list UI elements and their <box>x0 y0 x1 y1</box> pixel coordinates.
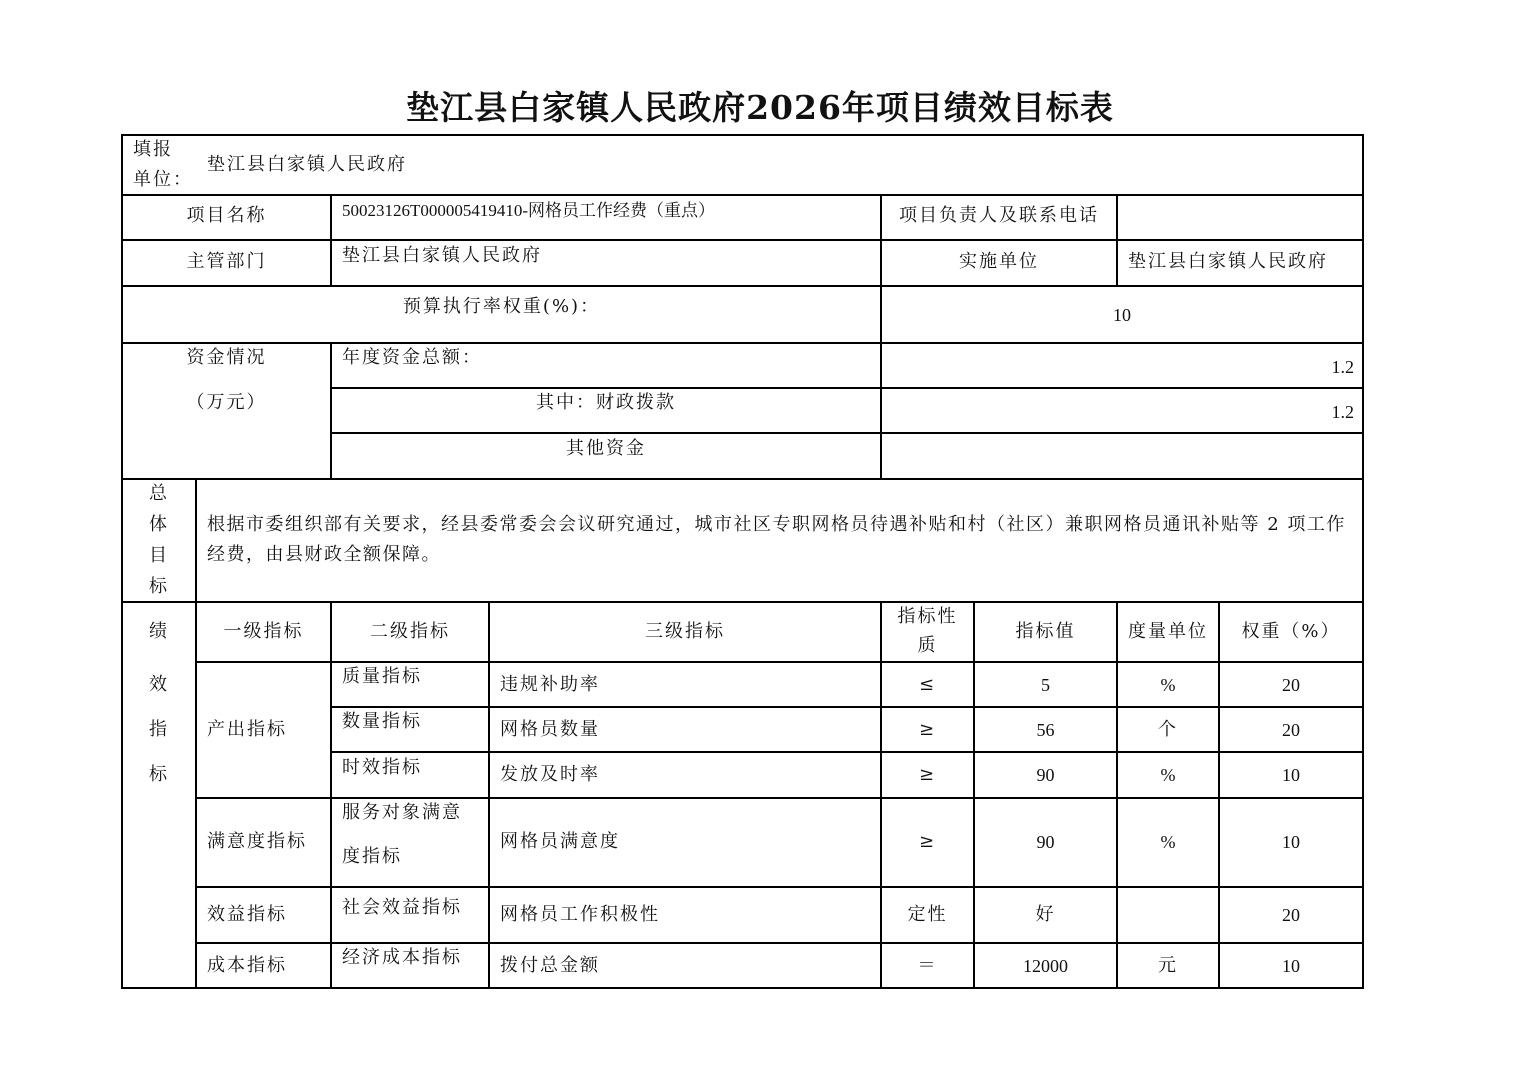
indicators-label-char: 指 <box>149 719 169 740</box>
nature-cell: ＝ <box>917 955 938 976</box>
header-weight: 权重（%） <box>1241 621 1341 642</box>
value-cell: 好 <box>1035 904 1056 925</box>
level3-cell: 发放及时率 <box>500 764 600 785</box>
goal-label-char: 体 <box>149 514 169 535</box>
col-divider <box>330 601 332 988</box>
weight-cell: 20 <box>1282 675 1300 695</box>
budget-weight-value: 10 <box>1113 305 1131 325</box>
table-border-top <box>121 134 1364 136</box>
col-divider <box>330 194 332 286</box>
header-nature: 指标性 <box>897 606 958 627</box>
row-divider <box>195 942 1363 944</box>
col-divider <box>880 601 882 988</box>
group-output: 产出指标 <box>207 719 287 740</box>
level2-cell: 社会效益指标 <box>342 897 462 918</box>
row-divider <box>195 661 1363 663</box>
row-divider <box>121 285 1364 287</box>
level3-cell: 网格员满意度 <box>500 831 620 852</box>
impl-label: 实施单位 <box>959 251 1039 272</box>
header-level3: 三级指标 <box>645 621 725 642</box>
funds-label: 资金情况 <box>186 347 267 368</box>
level3-cell: 拨付总金额 <box>500 955 600 976</box>
level2-cell: 度指标 <box>342 846 402 867</box>
project-name-value: 50023126T000005419410-网格员工作经费（重点） <box>342 201 716 220</box>
unit-cell: % <box>1160 765 1176 785</box>
group-benefit: 效益指标 <box>207 904 287 925</box>
row-divider <box>195 886 1363 888</box>
dept-label: 主管部门 <box>186 251 267 272</box>
unit-cell: 个 <box>1158 719 1178 740</box>
header-level1: 一级指标 <box>223 621 304 642</box>
row-divider <box>195 797 1363 799</box>
header-value: 指标值 <box>1015 621 1076 642</box>
col-divider <box>1116 601 1118 988</box>
row-divider <box>121 194 1364 196</box>
impl-value: 垫江县白家镇人民政府 <box>1128 251 1328 272</box>
goal-text: 根据市委组织部有关要求，经县委常委会会议研究通过，城市社区专职网格员待遇补贴和村（社区）兼职网格员通讯补贴等 2 项工作 <box>207 514 1346 535</box>
unit-cell: % <box>1160 675 1176 695</box>
row-divider <box>121 478 1364 480</box>
group-satisfaction: 满意度指标 <box>207 831 307 852</box>
row-divider <box>330 432 1363 434</box>
unit-cell: 元 <box>1158 955 1178 976</box>
fiscal-funds-value: 1.2 <box>1331 402 1354 422</box>
header-nature: 质 <box>917 635 938 656</box>
unit-cell: % <box>1160 832 1176 852</box>
value-cell: 56 <box>1036 720 1055 740</box>
level2-cell: 服务对象满意 <box>342 802 462 823</box>
fiscal-funds-label: 其中：财政拨款 <box>536 392 676 413</box>
nature-cell: ≤ <box>918 674 937 695</box>
funds-unit-label: （万元） <box>186 392 267 413</box>
row-divider <box>121 342 1364 344</box>
page-title: 垫江县白家镇人民政府2026年项目绩效目标表 <box>406 88 1114 127</box>
nature-cell: ≥ <box>918 719 937 740</box>
weight-cell: 10 <box>1282 765 1300 785</box>
goal-text: 经费，由县财政全额保障。 <box>207 544 441 565</box>
total-funds-value: 1.2 <box>1331 357 1354 377</box>
col-divider <box>1116 194 1118 286</box>
header-level2: 二级指标 <box>370 621 450 642</box>
dept-value: 垫江县白家镇人民政府 <box>342 245 542 266</box>
contact-label: 项目负责人及联系电话 <box>899 205 1099 226</box>
value-cell: 5 <box>1041 675 1050 695</box>
level2-cell: 经济成本指标 <box>342 947 462 968</box>
weight-cell: 10 <box>1282 956 1300 976</box>
row-divider <box>121 239 1364 241</box>
row-divider <box>121 601 1364 603</box>
level2-cell: 数量指标 <box>342 711 422 732</box>
goal-label-char: 标 <box>149 576 169 597</box>
weight-cell: 10 <box>1282 832 1300 852</box>
indicators-label-char: 标 <box>149 764 169 785</box>
level3-cell: 网格员工作积极性 <box>500 904 660 925</box>
value-cell: 90 <box>1036 832 1055 852</box>
col-divider <box>1218 601 1220 988</box>
other-funds-label: 其他资金 <box>566 438 646 459</box>
col-divider <box>973 601 975 988</box>
row-divider <box>330 387 1363 389</box>
weight-cell: 20 <box>1282 720 1300 740</box>
col-divider <box>488 601 490 988</box>
row-divider <box>330 751 1363 753</box>
fill-unit-label: 单位： <box>133 169 193 190</box>
level2-cell: 时效指标 <box>342 757 422 778</box>
weight-cell: 20 <box>1282 905 1300 925</box>
nature-cell: ≥ <box>918 831 937 852</box>
total-funds-label: 年度资金总额： <box>342 347 482 368</box>
project-name-label: 项目名称 <box>186 205 267 226</box>
level3-cell: 网格员数量 <box>500 719 600 740</box>
level3-cell: 违规补助率 <box>500 674 600 695</box>
value-cell: 12000 <box>1023 956 1068 976</box>
row-divider <box>330 706 1363 708</box>
nature-cell: 定性 <box>907 904 948 925</box>
goal-label-char: 总 <box>149 483 169 504</box>
header-unit: 度量单位 <box>1128 621 1208 642</box>
fill-unit-label: 填报 <box>133 139 173 160</box>
group-cost: 成本指标 <box>207 955 287 976</box>
level2-cell: 质量指标 <box>342 666 422 687</box>
table-border-right <box>1362 134 1364 989</box>
indicators-label-char: 效 <box>149 674 169 695</box>
table-border-bottom <box>121 987 1364 989</box>
fill-unit-value: 垫江县白家镇人民政府 <box>207 154 407 175</box>
goal-label-char: 目 <box>149 545 169 566</box>
col-divider <box>880 194 882 479</box>
indicators-label-char: 绩 <box>149 621 169 642</box>
col-divider <box>195 478 197 988</box>
value-cell: 90 <box>1036 765 1055 785</box>
budget-weight-label: 预算执行率权重(%)： <box>402 296 601 317</box>
nature-cell: ≥ <box>918 764 937 785</box>
